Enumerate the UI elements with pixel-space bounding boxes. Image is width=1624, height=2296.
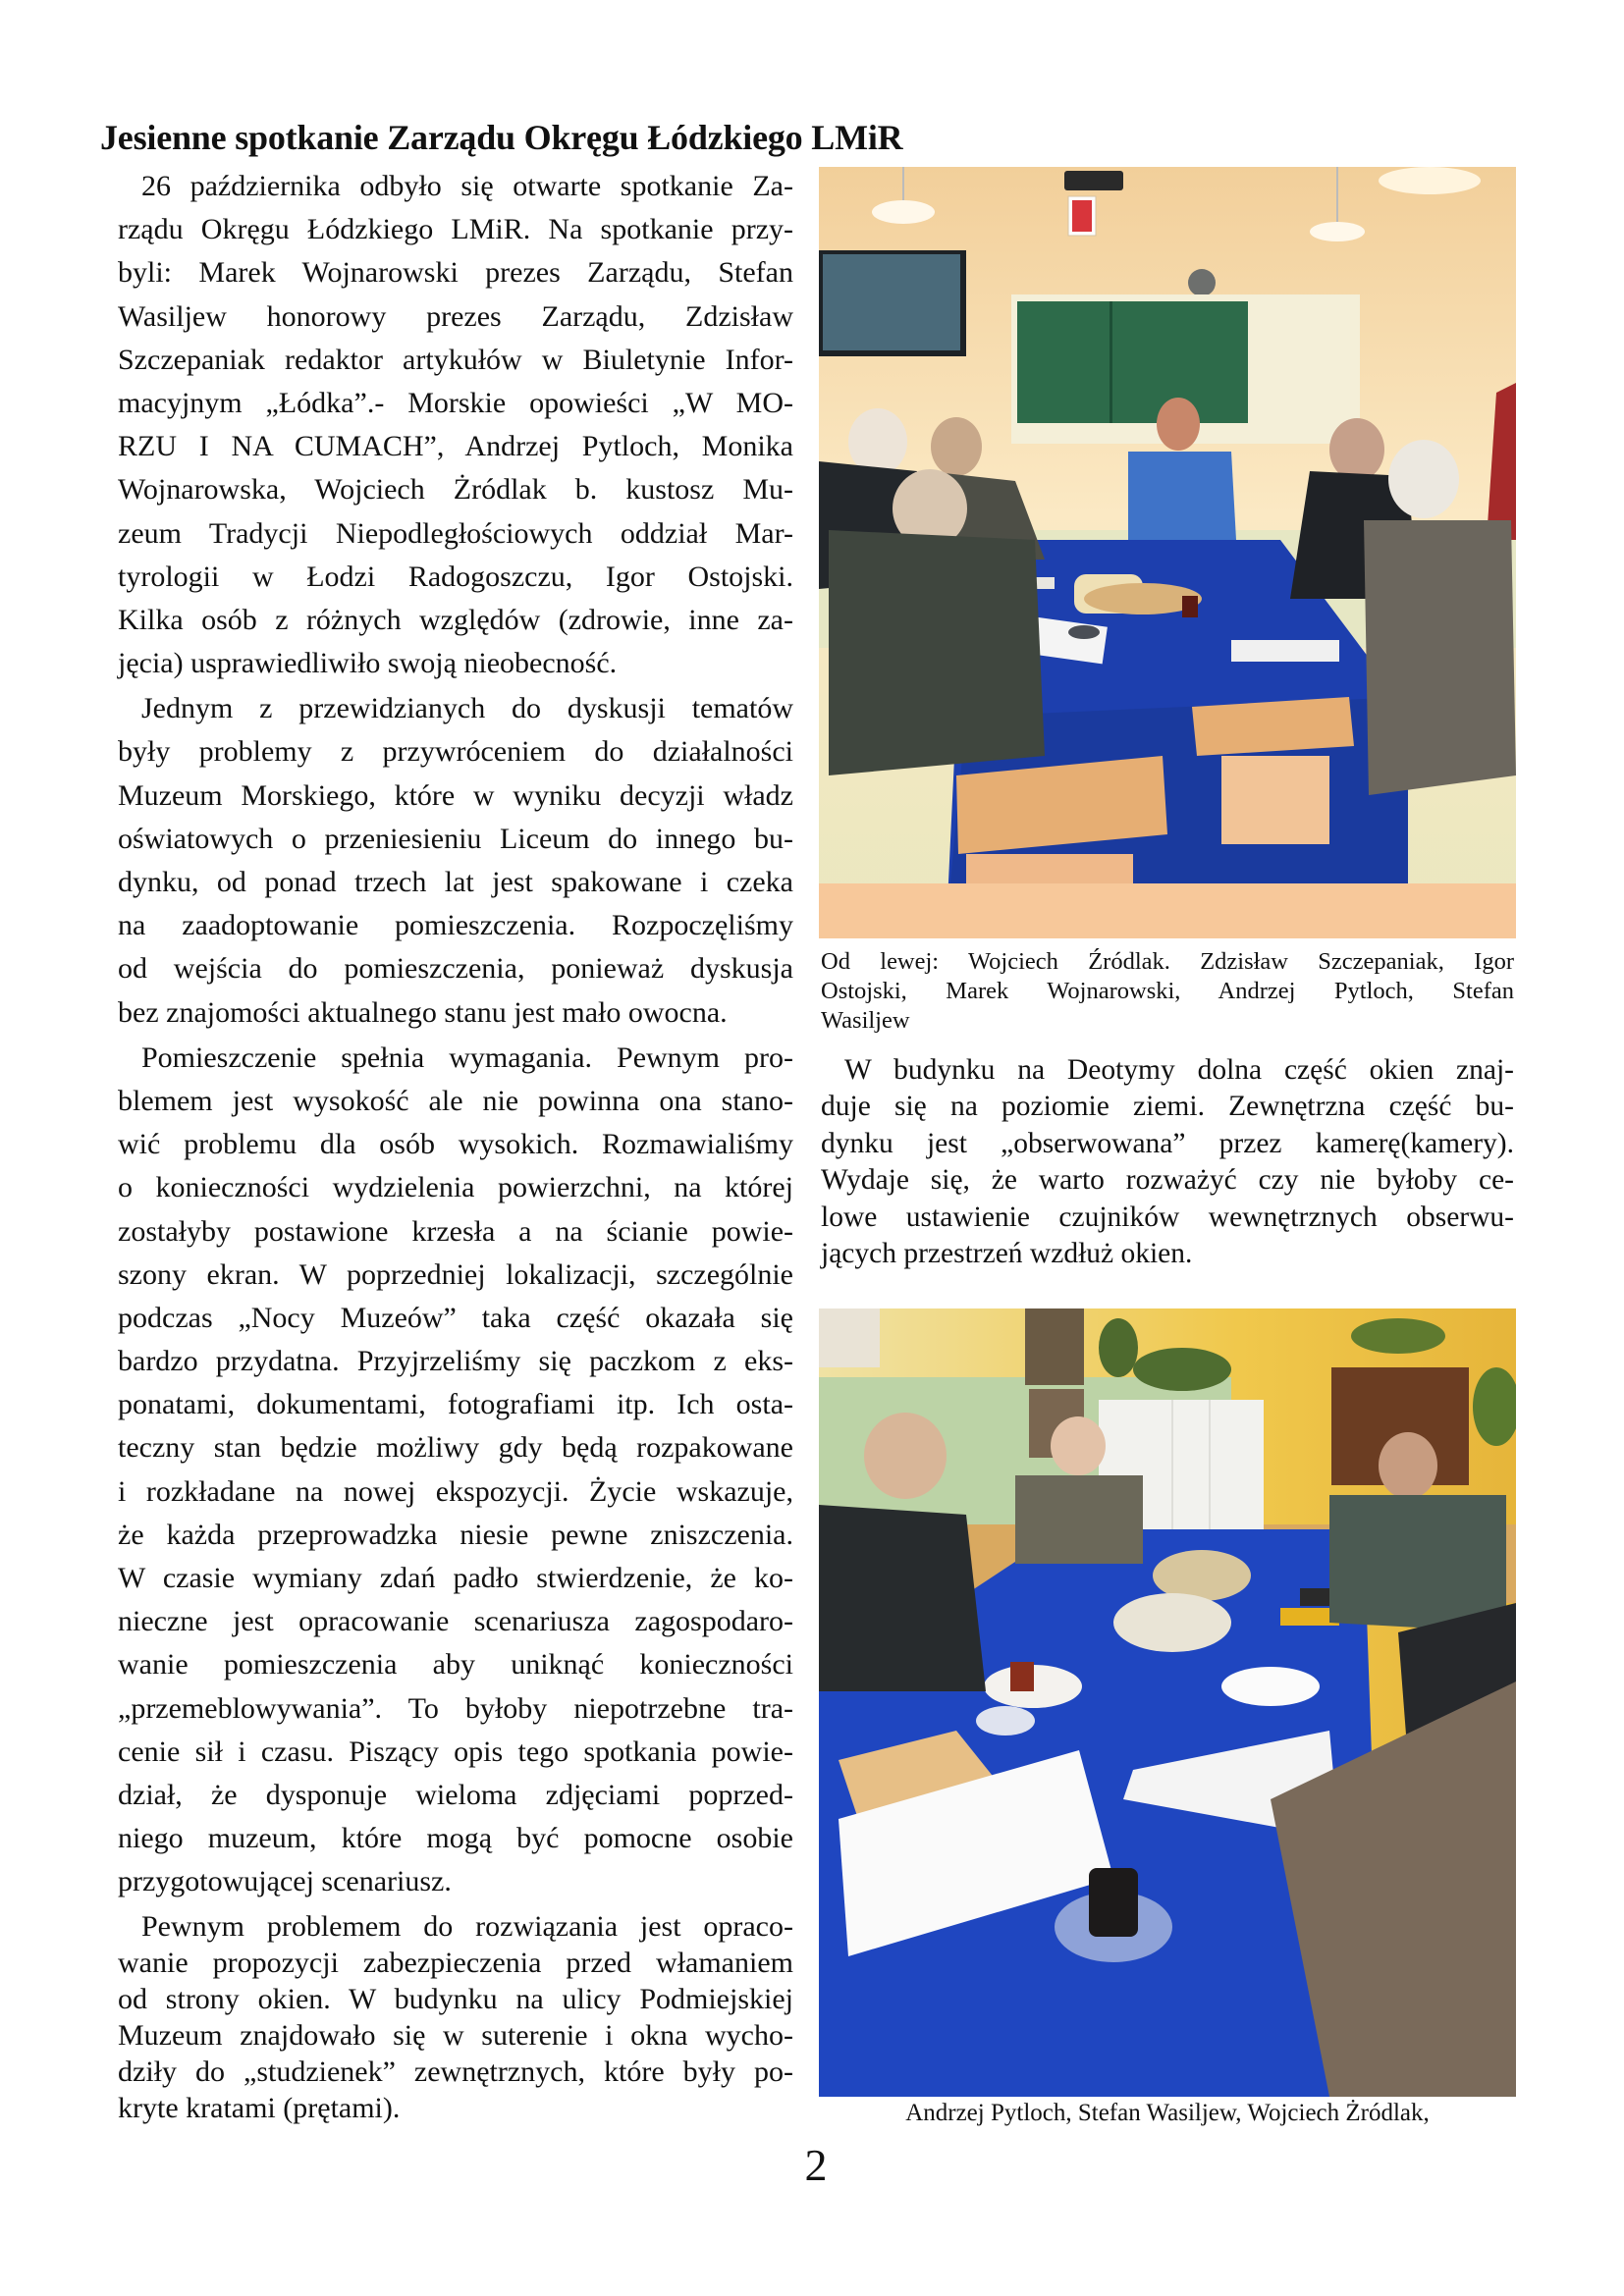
text-line: zostałyby postawione krzesła a na ścianie powie-	[118, 1214, 793, 1248]
text-line: oświatowych o przeniesieniu Liceum do innego bu-	[118, 822, 793, 855]
text-line: zeum Tradycji Niepodległościowych oddział Mar-	[118, 516, 793, 550]
text-line: o konieczności wydzielenia powierzchni, na której	[118, 1171, 793, 1204]
text-line: Muzeum znajdowało się w suterenie i okna wycho-	[118, 2018, 793, 2052]
text-line: cenie sił i czasu. Piszący opis tego spotkania powie-	[118, 1735, 793, 1768]
text-line: szony ekran. W poprzedniej lokalizacji, szczególnie	[118, 1257, 793, 1291]
text-line: Muzeum Morskiego, które w wyniku decyzji władz	[118, 778, 793, 812]
text-line: na zaadoptowanie pomieszczenia. Rozpoczęliśmy	[118, 909, 793, 942]
text-line: i rozkładane na nowej ekspozycji. Życie wskazuje,	[118, 1474, 793, 1508]
caption-line: Ostojski, Marek Wojnarowski, Andrzej Pytloch, Stefan	[821, 978, 1514, 1004]
text-line: teczny stan będzie możliwy gdy będą rozpakowane	[118, 1431, 793, 1465]
text-line: bardzo przydatna. Przyjrzeliśmy się paczkom z eks-	[118, 1345, 793, 1378]
text-line: byli: Marek Wojnarowski prezes Zarządu, Stefan	[118, 256, 793, 290]
text-line: Pomieszczenie spełnia wymagania. Pewnym pro-	[141, 1041, 793, 1074]
paragraph-2	[118, 687, 793, 1035]
text-line: przygotowującej scenariusz.	[118, 1865, 452, 1898]
meeting-photo-1	[819, 167, 1516, 938]
text-line: Kilka osób z różnych względów (zdrowie, inne za-	[118, 603, 793, 636]
text-line: dynku, od ponad trzech lat jest spakowane i czeka	[118, 866, 793, 898]
text-line: Wasiljew honorowy prezes Zarządu, Zdzisław	[118, 299, 793, 333]
text-line: lowe ustawienie czujników wewnętrznych obserwu-	[821, 1201, 1514, 1233]
paragraph-5	[821, 1052, 1514, 1272]
text-line: wanie pomieszczenia aby uniknąć konieczności	[118, 1648, 793, 1682]
text-line: były problemy z przywróceniem do działalności	[118, 735, 793, 769]
meeting-photo-2	[819, 1308, 1516, 2097]
text-line: podczas „Nocy Muzeów” taka część okazała się	[118, 1301, 793, 1334]
text-line: nieczne jest opracowanie scenariusza zagospodaro-	[118, 1605, 793, 1638]
text-line: 26 października odbyło się otwarte spotkanie Za-	[141, 170, 793, 202]
photo-2-caption: Andrzej Pytloch, Stefan Wasiljew, Wojciech Żródlak,	[905, 2100, 1430, 2126]
text-line: dział, że dysponuje wieloma zdjęciami poprzed-	[118, 1778, 793, 1811]
text-line: jęcia) usprawiedliwiło swoją nieobecność.	[118, 647, 618, 680]
text-line: Pewnym problemem do rozwiązania jest opraco-	[141, 1909, 793, 1943]
text-line: dziły do „studzienek” zewnętrznych, które były po-	[118, 2055, 793, 2088]
page-number: 2	[804, 2140, 828, 2190]
text-line: W czasie wymiany zdań padło stwierdzenie, że ko-	[118, 1562, 793, 1594]
text-line: niego muzeum, które mogą być pomocne osobie	[118, 1822, 793, 1855]
text-line: że każda przeprowadzka niesie pewne zniszczenia.	[118, 1518, 793, 1551]
text-line: rządu Okręgu Łódzkiego LMiR. Na spotkanie przy-	[118, 213, 793, 246]
text-line: wanie propozycji zabezpieczenia przed włamaniem	[118, 1946, 793, 1979]
text-line: Wojnarowska, Wojciech Żródlak b. kustosz Mu-	[118, 473, 793, 507]
text-line: kryte kratami (prętami).	[118, 2091, 401, 2124]
text-line: blemem jest wysokość ale nie powinna ona stano-	[118, 1084, 793, 1117]
text-line: W budynku na Deotymy dolna część okien znaj-	[844, 1054, 1514, 1086]
caption-line: Wasiljew	[821, 1007, 910, 1034]
text-line: duje się na poziomie ziemi. Zewnętrzna część bu-	[821, 1091, 1514, 1123]
text-line: macyjnym „Łódka”.- Morskie opowieści „W MO-	[118, 386, 793, 419]
text-line: RZU I NA CUMACH”, Andrzej Pytloch, Monika	[118, 430, 793, 463]
text-line: Jednym z przewidzianych do dyskusji tematów	[141, 692, 793, 725]
text-line: jących przestrzeń wzdłuż okien.	[821, 1237, 1193, 1269]
left-column	[118, 165, 793, 2126]
text-line: ponatami, dokumentami, fotografiami itp. Ich osta-	[118, 1388, 793, 1421]
caption-line: Od lewej: Wojciech Źródlak. Zdzisław Szczepaniak, Igor	[821, 948, 1514, 975]
text-line: Szczepaniak redaktor artykułów w Biuletynie Infor-	[118, 343, 793, 376]
text-line: od wejścia do pomieszczenia, ponieważ dyskusja	[118, 952, 793, 986]
text-line: Wydaje się, że warto rozważyć czy nie byłoby ce-	[821, 1164, 1514, 1197]
article-title: Jesienne spotkanie Zarządu Okręgu Łódzkiego LMiR	[100, 118, 903, 157]
text-line: „przemeblowywania”. To byłoby niepotrzebne tra-	[118, 1691, 793, 1725]
paragraph-1	[118, 165, 793, 685]
photo-1-caption	[821, 947, 1514, 1036]
text-line: wić problemu dla osób wysokich. Rozmawialiśmy	[118, 1128, 793, 1161]
paragraph-4	[118, 1908, 793, 2126]
text-line: od strony okien. W budynku na ulicy Podmiejskiej	[118, 1982, 793, 2015]
text-line: dynku jest „obserwowana” przez kamerę(kamery).	[821, 1127, 1514, 1159]
text-line: tyrologii w Łodzi Radogoszczu, Igor Ostojski.	[118, 560, 793, 593]
right-column	[821, 1052, 1514, 1272]
paragraph-3	[118, 1037, 793, 1904]
text-line: bez znajomości aktualnego stanu jest mało owocna.	[118, 995, 728, 1029]
